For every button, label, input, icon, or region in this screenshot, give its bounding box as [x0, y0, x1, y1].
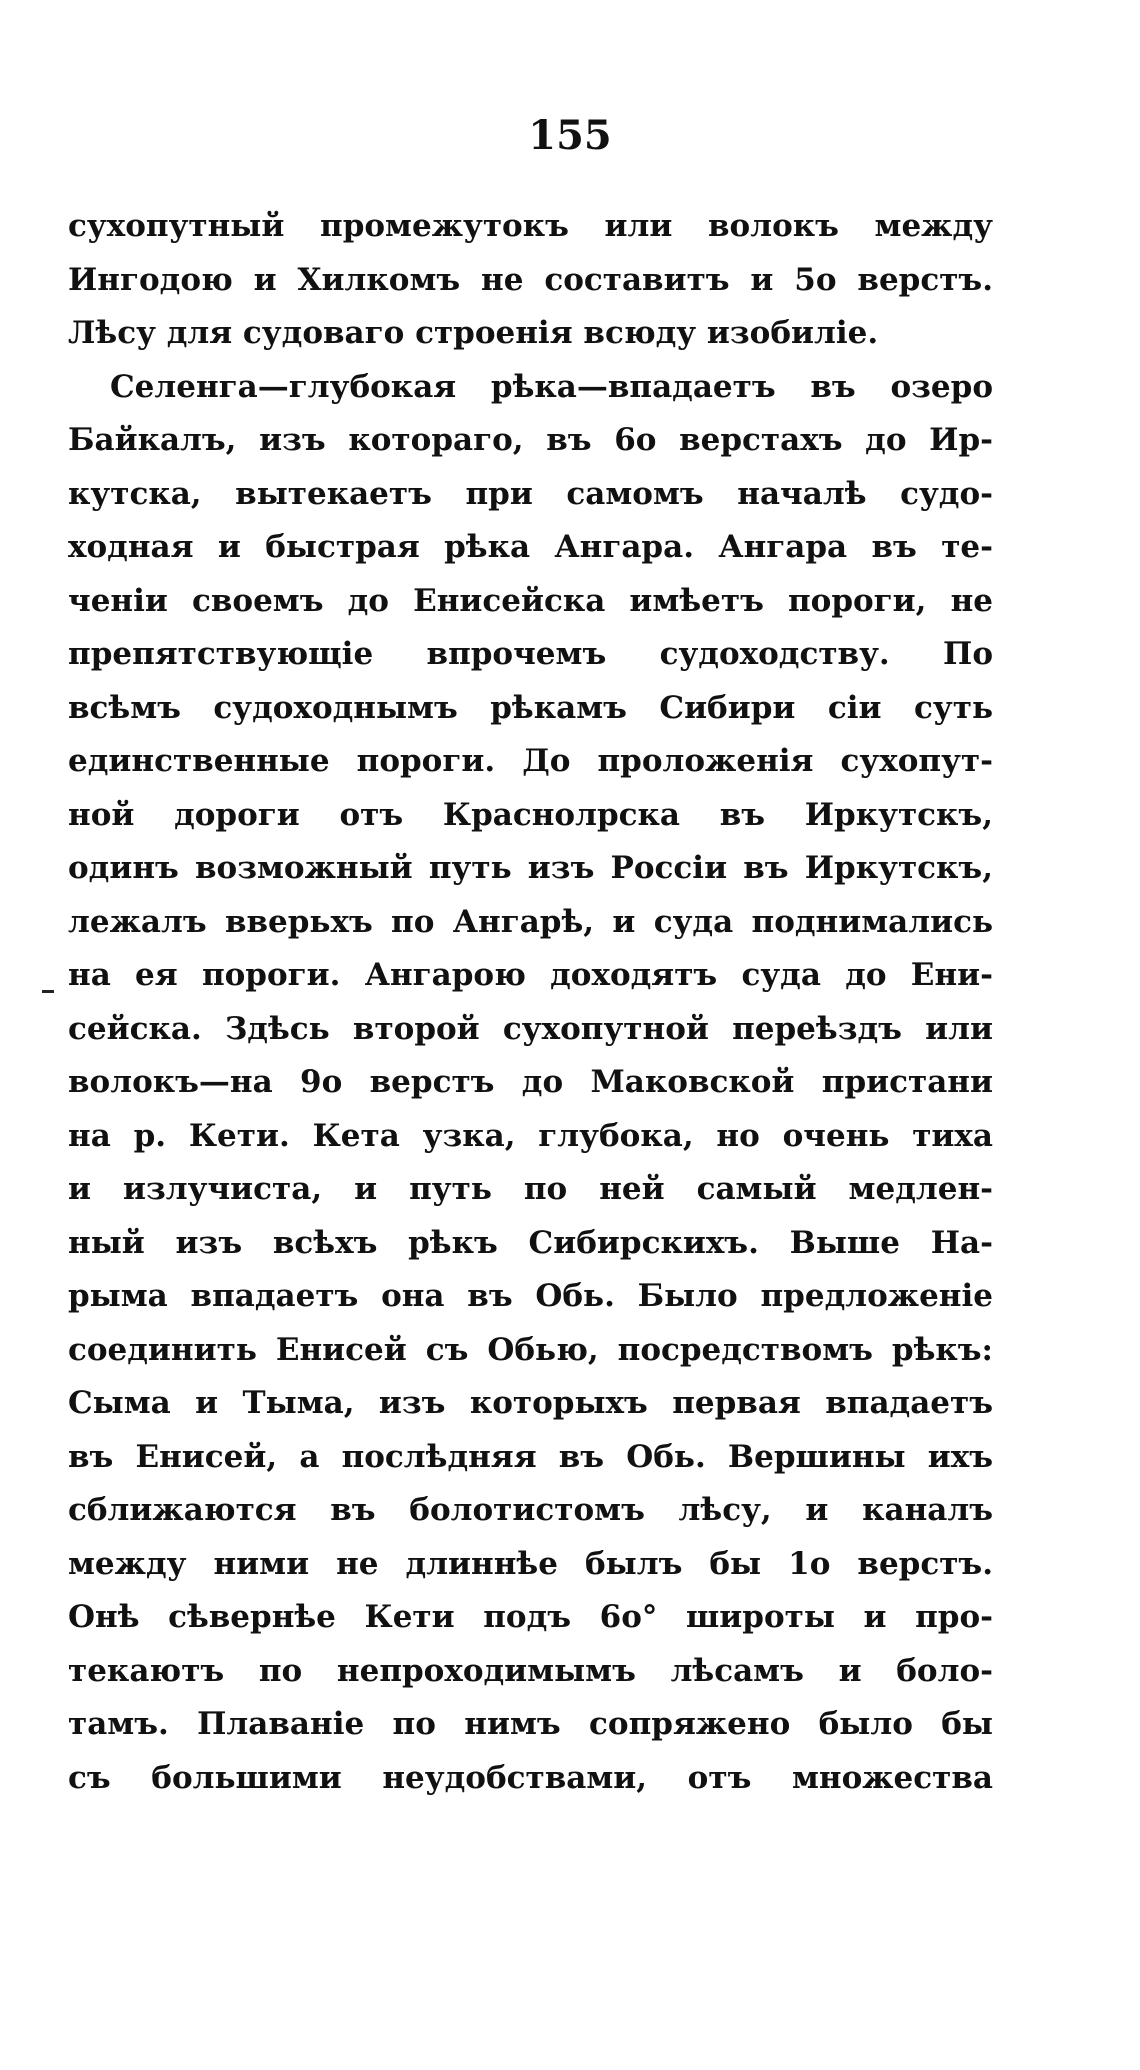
text-line: Селенга—глубокая рѣка—впадаетъ въ озеро [110, 368, 993, 405]
text-line: лежалъ вверьхъ по Ангарѣ, и суда поднимались [68, 903, 993, 940]
text-line: препятствующіе впрочемъ судоходству. По [68, 636, 993, 672]
text-line: ченіи своемъ до Енисейска имѣетъ пороги, не [68, 582, 993, 619]
text-line: текаютъ по непроходимымъ лѣсамъ и боло- [68, 1652, 993, 1689]
text-line: одинъ возможный путь изъ Россіи въ Иркутскъ, [68, 850, 993, 886]
text-line: на ея пороги. Ангарою доходятъ суда до Ени- [68, 957, 993, 993]
page-number: 155 [528, 112, 612, 159]
text-line: въ Енисей, а послѣдняя въ Обь. Вершины ихъ [68, 1438, 993, 1475]
text-line: Байкалъ, изъ котораго, въ 6о верстахъ до Ир- [68, 422, 993, 458]
text-line: соединить Енисей съ Обью, посредствомъ рѣкъ: [68, 1331, 993, 1368]
text-line: волокъ—на 9о верстъ до Маковской пристани [68, 1064, 993, 1100]
text-line: сухопутный промежутокъ или волокъ между [68, 208, 993, 244]
text-line: тамъ. Плаваніе по нимъ сопряжено было бы [68, 1706, 993, 1742]
text-line: кутска, вытекаетъ при самомъ началѣ судо- [68, 475, 993, 512]
text-line: сейска. Здѣсь второй сухопутной переѣздъ или [68, 1010, 993, 1047]
text-line: Ингодою и Хилкомъ не составитъ и 5о верстъ. [68, 261, 993, 298]
text-line: съ большими неудобствами, отъ множества [68, 1759, 993, 1796]
text-line: и излучиста, и путь по ней самый медлен- [68, 1171, 993, 1207]
text-line: рыма впадаетъ она въ Обь. Было предложеніе [68, 1278, 993, 1314]
text-line: ной дороги отъ Краснолрска въ Иркутскъ, [68, 796, 993, 833]
text-line: единственные пороги. До проложенія сухопут- [68, 743, 993, 779]
text-line: сближаются въ болотистомъ лѣсу, и каналъ [68, 1492, 993, 1528]
text-line: ный изъ всѣхъ рѣкъ Сибирскихъ. Выше На- [68, 1224, 993, 1261]
text-line: ходная и быстрая рѣка Ангара. Ангара въ те- [68, 529, 993, 565]
margin-mark [42, 990, 54, 993]
text-line: Лѣсу для судоваго строенія всюду изобиліе. [68, 315, 879, 351]
text-line: Сыма и Тыма, изъ которыхъ первая впадаетъ [68, 1385, 993, 1421]
body-text [68, 200, 993, 1805]
text-line: всѣмъ судоходнымъ рѣкамъ Сибири сіи суть [68, 689, 993, 726]
text-line: между ними не длиннѣе былъ бы 1о верстъ. [68, 1545, 993, 1582]
text-line: Онѣ сѣвернѣе Кети подъ 6о° широты и про- [68, 1599, 993, 1635]
text-line: на р. Кети. Кета узка, глубока, но очень тиха [68, 1117, 993, 1154]
